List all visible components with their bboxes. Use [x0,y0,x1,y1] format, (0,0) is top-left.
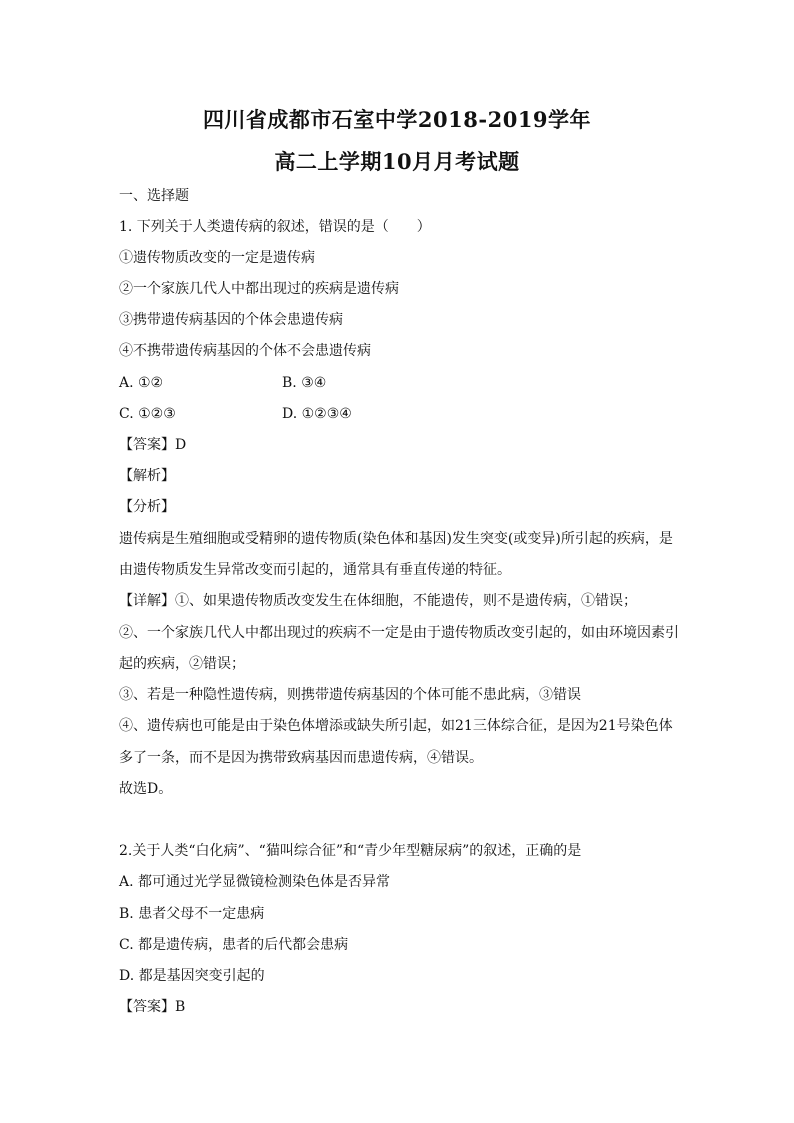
q1-statement-4: ④不携带遗传病基因的个体不会患遗传病 [119,343,371,359]
document-title-line2: 高二上学期10月月考试题 [274,149,520,174]
q2-answer: 【答案】B [119,999,186,1015]
q2-option-d: D. 都是基因突变引起的 [119,968,265,984]
q1-option-b: B. ③④ [282,375,327,391]
q1-answer: 【答案】D [119,437,187,453]
q1-option-a: A. ①② [119,375,164,391]
q1-conclusion: 故选D。 [119,781,173,797]
q1-detail-line5: ④、遗传病也可能是由于染色体增添或缺失所引起，如21三体综合征，是因为21号染色体 [119,718,673,734]
q1-detail-line6: 多了一条，而不是因为携带致病基因而患遗传病，④错误。 [119,750,483,766]
q1-detail-line4: ③、若是一种隐性遗传病，则携带遗传病基因的个体可能不患此病，③错误 [119,687,581,703]
q1-fenxi-line2: 由遗传物质发生异常改变而引起的，通常具有垂直传递的特征。 [119,562,511,578]
q1-statement-1: ①遗传物质改变的一定是遗传病 [119,250,315,266]
q1-detail-line2: ②、一个家族几代人中都出现过的疾病不一定是由于遗传物质改变引起的，如由环境因素引 [119,625,679,641]
q1-detail-line3: 起的疾病，②错误； [119,656,245,672]
document-title-line1: 四川省成都市石室中学2018-2019学年 [202,107,592,132]
q1-option-c: C. ①②③ [119,406,176,422]
q2-option-c: C. 都是遗传病，患者的后代都会患病 [119,937,349,953]
q1-fenxi-line1: 遗传病是生殖细胞或受精卵的遗传物质(染色体和基因)发生突变(或变异)所引起的疾病，是 [119,531,673,547]
q1-analysis-heading: 【解析】 [119,468,175,484]
q2-option-a: A. 都可通过光学显微镜检测染色体是否异常 [119,874,391,890]
q2-option-b: B. 患者父母不一定患病 [119,906,265,922]
q2-stem: 2.关于人类“白化病”、“猫叫综合征”和“青少年型糖尿病”的叙述，正确的是 [119,843,582,859]
q1-statement-3: ③携带遗传病基因的个体会患遗传病 [119,312,343,328]
q1-statement-2: ②一个家族几代人中都出现过的疾病是遗传病 [119,281,399,297]
section-heading: 一、选择题 [119,188,189,204]
q1-stem: 1. 下列关于人类遗传病的叙述，错误的是（ ） [119,219,431,235]
q1-detail-line1: 【详解】①、如果遗传物质改变发生在体细胞，不能遗传，则不是遗传病，①错误； [119,593,637,609]
q1-option-d: D. ①②③④ [282,406,352,422]
q1-fenxi-heading: 【分析】 [119,499,175,515]
